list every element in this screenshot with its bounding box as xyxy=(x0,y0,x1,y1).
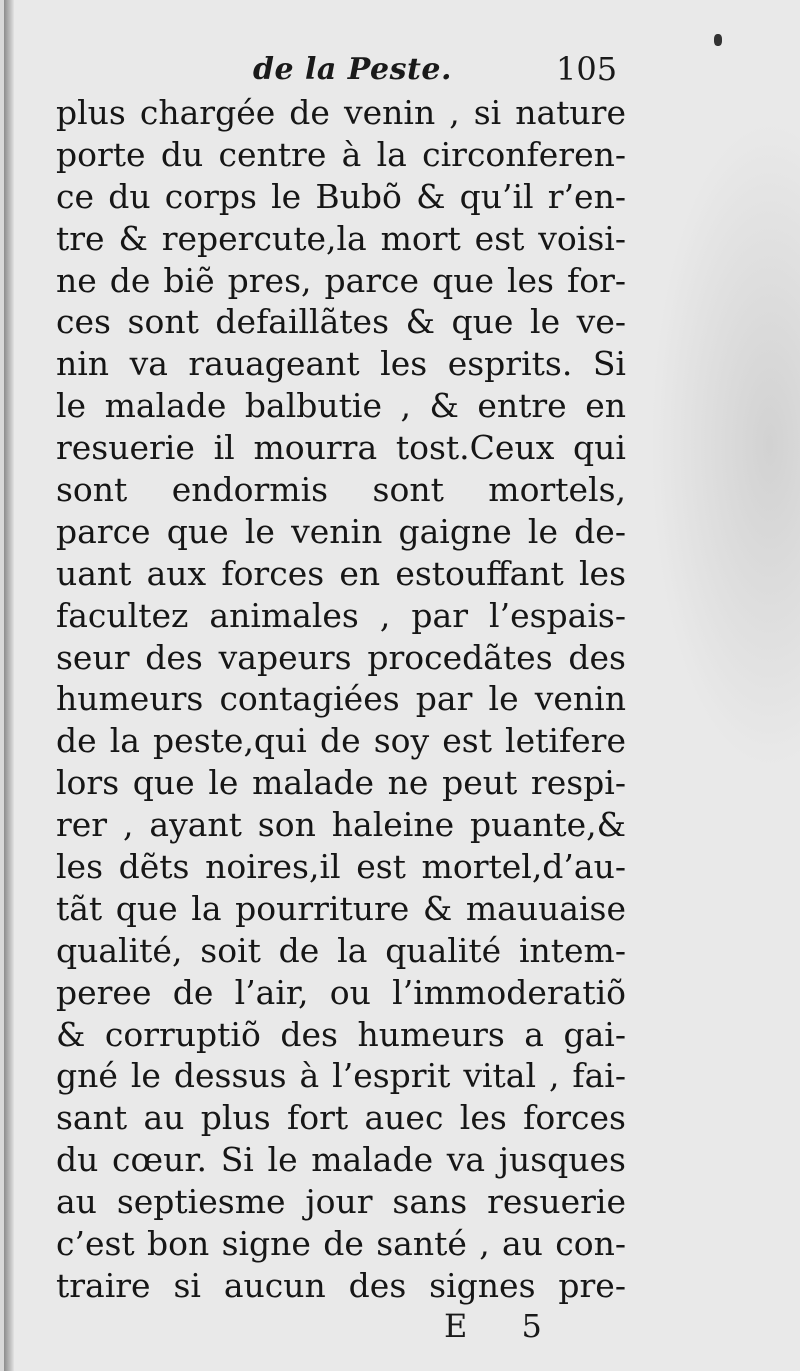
gutter-shadow xyxy=(4,0,14,1371)
text-line: tãt que la pourriture & mauuaise xyxy=(56,888,626,928)
text-line: c’est bon signe de santé , au con- xyxy=(56,1224,626,1264)
text-line: qualité, soit de la qualité intem- xyxy=(56,930,626,970)
text-line: humeurs contagiées par le venin xyxy=(56,679,626,719)
body-text xyxy=(56,92,626,1307)
text-line: lors que le malade ne peut respi- xyxy=(56,763,626,803)
page-number: 105 xyxy=(556,50,618,88)
text-line: porte du centre à la circonferen- xyxy=(56,134,626,174)
text-line: facultez animales , par l’espais- xyxy=(56,595,626,635)
text-line: au septiesme jour sans resuerie xyxy=(56,1182,626,1222)
text-line: nin va rauageant les esprits. Si xyxy=(56,344,626,384)
text-line: ne de biẽ pres, parce que les for- xyxy=(56,260,626,300)
text-line: gné le dessus à l’esprit vital , fai- xyxy=(56,1056,626,1096)
text-line: ces sont defaillãtes & que le ve- xyxy=(56,302,626,342)
text-line: le malade balbutie , & entre en xyxy=(56,386,626,426)
text-line: & corruptiõ des humeurs a gai- xyxy=(56,1014,626,1054)
text-line: resuerie il mourra tost.Ceux qui xyxy=(56,428,626,468)
text-line: traire si aucun des signes pre- xyxy=(56,1265,626,1305)
text-line: plus chargée de venin , si nature xyxy=(56,93,626,132)
text-line: parce que le venin gaigne le de- xyxy=(56,511,626,551)
signature-mark: E 5 xyxy=(444,1307,564,1345)
page-header xyxy=(0,48,800,98)
text-line: sant au plus fort auec les forces xyxy=(56,1098,626,1138)
ink-speck xyxy=(714,34,722,46)
show-through xyxy=(650,120,800,770)
text-line: uant aux forces en estouffant les xyxy=(56,553,626,593)
text-line: les dẽts noires,il est mortel,d’au- xyxy=(56,847,626,887)
text-line: du cœur. Si le malade va jusques xyxy=(56,1140,626,1180)
text-line: peree de l’air, ou l’immoderatiõ xyxy=(56,972,626,1012)
text-line: de la peste,qui de soy est letifere xyxy=(56,721,626,761)
running-head: de la Peste. xyxy=(253,52,452,87)
text-line: ce du corps le Bubõ & qu’il r’en- xyxy=(56,176,626,216)
text-line: rer , ayant son haleine puante,& xyxy=(56,805,626,845)
text-line: sont endormis sont mortels, xyxy=(56,470,626,510)
text-line: seur des vapeurs procedãtes des xyxy=(56,637,626,677)
text-line: tre & repercute,la mort est voisi- xyxy=(56,218,626,258)
